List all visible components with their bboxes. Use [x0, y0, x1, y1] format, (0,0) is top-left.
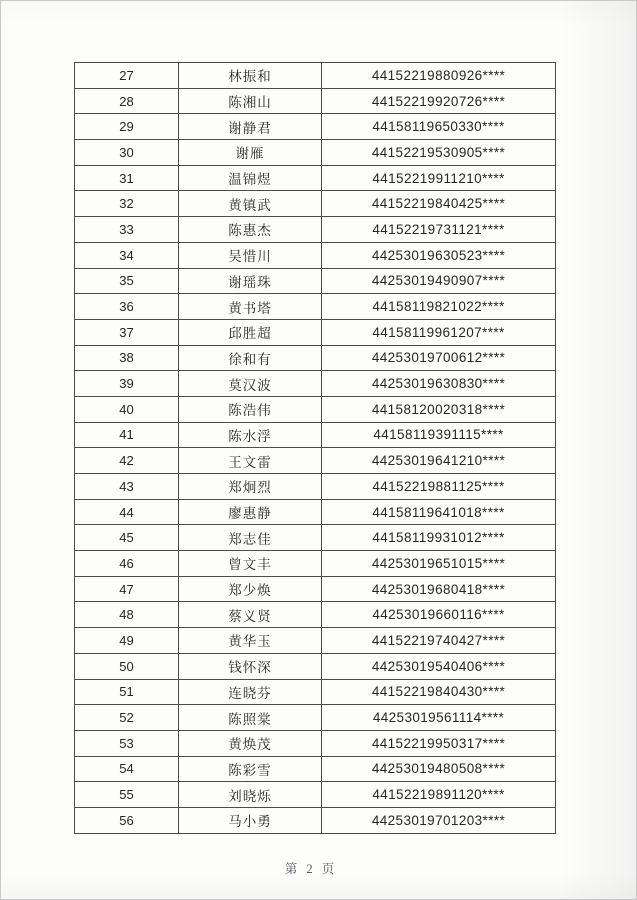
name-cell: 黄镇武	[179, 191, 322, 217]
row-number-cell: 31	[75, 165, 179, 191]
name-cell: 连晓芬	[179, 679, 322, 705]
table-row	[75, 242, 556, 268]
id-number-cell: 44152219840430****	[322, 679, 556, 705]
name-cell: 莫汉波	[179, 371, 322, 397]
roster-table-body	[75, 63, 556, 834]
id-number-cell: 44253019660116****	[322, 602, 556, 628]
page-number: 第 2 页	[284, 862, 338, 876]
id-number-cell: 44253019700612****	[322, 345, 556, 371]
id-number-cell: 44253019641210****	[322, 448, 556, 474]
id-number-cell: 44158119931012****	[322, 525, 556, 551]
name-cell: 林振和	[179, 63, 322, 89]
row-number-cell: 38	[75, 345, 179, 371]
row-number-cell: 49	[75, 628, 179, 654]
row-number-cell: 52	[75, 705, 179, 731]
row-number-cell: 51	[75, 679, 179, 705]
row-number-cell: 32	[75, 191, 179, 217]
id-number-cell: 44152219731121****	[322, 217, 556, 243]
name-cell: 陈湘山	[179, 88, 322, 114]
name-cell: 钱怀深	[179, 653, 322, 679]
name-cell: 黄焕茂	[179, 730, 322, 756]
row-number-cell: 27	[75, 63, 179, 89]
name-cell: 温锦煜	[179, 165, 322, 191]
row-number-cell: 36	[75, 294, 179, 320]
table-row	[75, 730, 556, 756]
name-cell: 陈浩伟	[179, 396, 322, 422]
id-number-cell: 44152219911210****	[322, 165, 556, 191]
row-number-cell: 33	[75, 217, 179, 243]
id-number-cell: 44158119641018****	[322, 499, 556, 525]
row-number-cell: 30	[75, 140, 179, 166]
id-number-cell: 44253019630523****	[322, 242, 556, 268]
table-row	[75, 165, 556, 191]
id-number-cell: 44152219891120****	[322, 782, 556, 808]
row-number-cell: 55	[75, 782, 179, 808]
row-number-cell: 35	[75, 268, 179, 294]
table-row	[75, 114, 556, 140]
name-cell: 谢雁	[179, 140, 322, 166]
row-number-cell: 34	[75, 242, 179, 268]
name-cell: 蔡义贤	[179, 602, 322, 628]
table-row	[75, 191, 556, 217]
row-number-cell: 42	[75, 448, 179, 474]
row-number-cell: 56	[75, 807, 179, 833]
table-row	[75, 499, 556, 525]
row-number-cell: 28	[75, 88, 179, 114]
id-number-cell: 44152219840425****	[322, 191, 556, 217]
id-number-cell: 44253019480508****	[322, 756, 556, 782]
table-row	[75, 345, 556, 371]
name-cell: 郑炯烈	[179, 474, 322, 500]
id-number-cell: 44253019701203****	[322, 807, 556, 833]
table-row	[75, 576, 556, 602]
table-row	[75, 294, 556, 320]
row-number-cell: 53	[75, 730, 179, 756]
id-number-cell: 44253019490907****	[322, 268, 556, 294]
row-number-cell: 46	[75, 551, 179, 577]
id-number-cell: 44253019630830****	[322, 371, 556, 397]
id-number-cell: 44158119391115****	[322, 422, 556, 448]
row-number-cell: 50	[75, 653, 179, 679]
table-row	[75, 474, 556, 500]
id-number-cell: 44253019540406****	[322, 653, 556, 679]
id-number-cell: 44152219740427****	[322, 628, 556, 654]
id-number-cell: 44253019680418****	[322, 576, 556, 602]
row-number-cell: 29	[75, 114, 179, 140]
table-row	[75, 268, 556, 294]
name-cell: 廖惠静	[179, 499, 322, 525]
name-cell: 谢静君	[179, 114, 322, 140]
row-number-cell: 41	[75, 422, 179, 448]
row-number-cell: 45	[75, 525, 179, 551]
table-row	[75, 217, 556, 243]
table-row	[75, 628, 556, 654]
id-number-cell: 44152219880926****	[322, 63, 556, 89]
row-number-cell: 47	[75, 576, 179, 602]
table-row	[75, 807, 556, 833]
name-cell: 王文雷	[179, 448, 322, 474]
name-cell: 郑志佳	[179, 525, 322, 551]
id-number-cell: 44152219920726****	[322, 88, 556, 114]
name-cell: 谢瑶珠	[179, 268, 322, 294]
table-row	[75, 88, 556, 114]
name-cell: 刘晓烁	[179, 782, 322, 808]
name-cell: 吴惜川	[179, 242, 322, 268]
name-cell: 黄书塔	[179, 294, 322, 320]
table-row	[75, 448, 556, 474]
table-row	[75, 140, 556, 166]
name-cell: 邱胜超	[179, 319, 322, 345]
table-row	[75, 705, 556, 731]
id-number-cell: 44253019651015****	[322, 551, 556, 577]
row-number-cell: 37	[75, 319, 179, 345]
table-row	[75, 602, 556, 628]
table-row	[75, 371, 556, 397]
table-row	[75, 63, 556, 89]
id-number-cell: 44158120020318****	[322, 396, 556, 422]
table-row	[75, 396, 556, 422]
id-number-cell: 44158119650330****	[322, 114, 556, 140]
row-number-cell: 54	[75, 756, 179, 782]
name-cell: 曾文丰	[179, 551, 322, 577]
table-row	[75, 551, 556, 577]
roster-table	[74, 62, 556, 834]
name-cell: 黄华玉	[179, 628, 322, 654]
id-number-cell: 44158119821022****	[322, 294, 556, 320]
table-row	[75, 525, 556, 551]
id-number-cell: 44152219950317****	[322, 730, 556, 756]
name-cell: 陈水浮	[179, 422, 322, 448]
name-cell: 陈彩雪	[179, 756, 322, 782]
table-row	[75, 756, 556, 782]
name-cell: 陈惠杰	[179, 217, 322, 243]
table-row	[75, 782, 556, 808]
table-row	[75, 653, 556, 679]
row-number-cell: 40	[75, 396, 179, 422]
name-cell: 陈照棠	[179, 705, 322, 731]
table-row	[75, 422, 556, 448]
id-number-cell: 44158119961207****	[322, 319, 556, 345]
id-number-cell: 44253019561114****	[322, 705, 556, 731]
row-number-cell: 48	[75, 602, 179, 628]
name-cell: 郑少焕	[179, 576, 322, 602]
row-number-cell: 44	[75, 499, 179, 525]
row-number-cell: 39	[75, 371, 179, 397]
name-cell: 徐和有	[179, 345, 322, 371]
id-number-cell: 44152219881125****	[322, 474, 556, 500]
table-row	[75, 679, 556, 705]
id-number-cell: 44152219530905****	[322, 140, 556, 166]
name-cell: 马小勇	[179, 807, 322, 833]
row-number-cell: 43	[75, 474, 179, 500]
table-row	[75, 319, 556, 345]
